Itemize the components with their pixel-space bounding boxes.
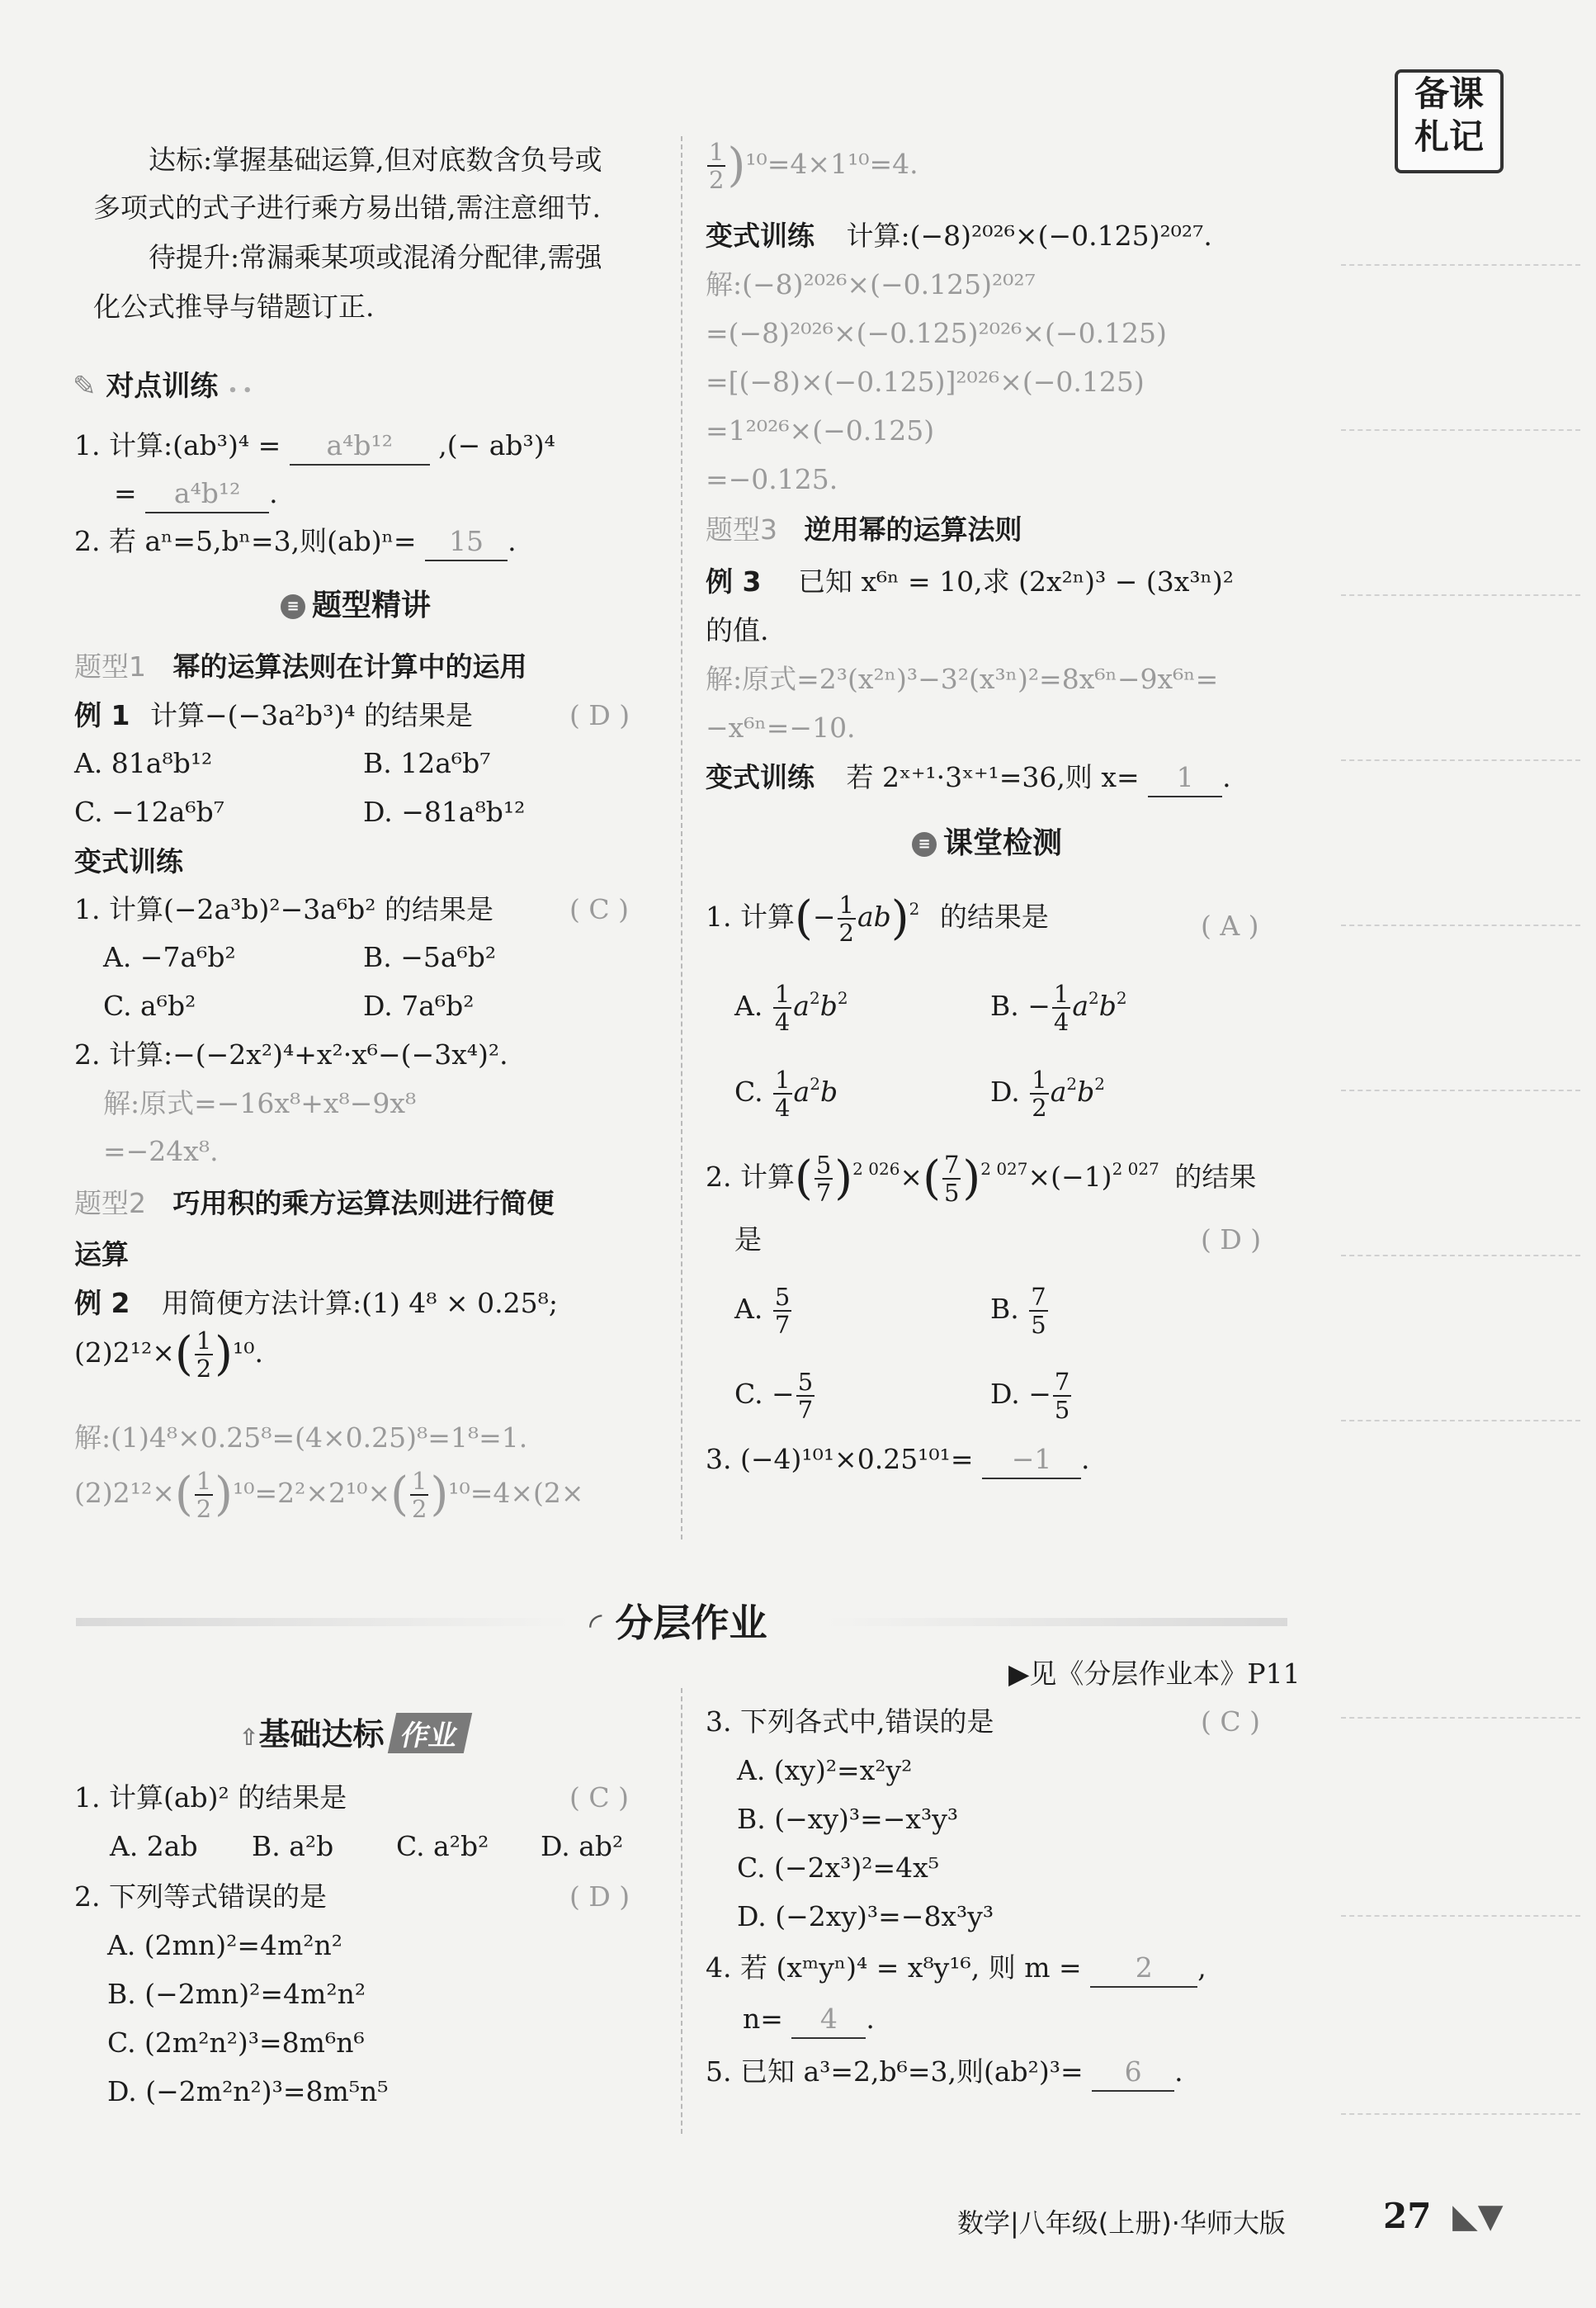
- section-badge-icon: ≡: [912, 832, 937, 857]
- notes-line: [1341, 264, 1580, 266]
- ex2-question1: [74, 1285, 558, 1322]
- jc-q4-text: 4. 若 (xᵐyⁿ)⁴ = x⁸y¹⁶, 则 m =: [706, 1951, 1082, 1984]
- kt-q1-pre: 1. 计算: [706, 901, 795, 933]
- denominator: 5: [943, 1179, 960, 1207]
- ex2-q2-post: ¹⁰.: [233, 1336, 263, 1369]
- ex1-option-a: A. 81a⁸b¹²: [74, 747, 213, 779]
- jc-q3-option-d: D. (−2xy)³=−8x³y³: [737, 1900, 994, 1932]
- notes-line: [1341, 594, 1580, 596]
- jj-title: 题型精讲: [312, 589, 432, 622]
- notes-line: [1341, 1255, 1580, 1256]
- numerator: 1: [196, 1327, 212, 1355]
- jc-q4-cont: n= 4 .: [743, 2001, 875, 2039]
- jc-q4-answer-m: 2: [1090, 1950, 1197, 1988]
- bs1-option-d: D. 7a⁶b²: [363, 990, 475, 1022]
- jc-q2-option-b: B. (−2mn)²=4m²n²: [107, 1978, 366, 2010]
- footer-book: 数学|八年级(上册)·华师大版: [957, 2207, 1286, 2239]
- dui-q2-answer: 15: [425, 523, 508, 561]
- sol2-post: ¹⁰=4×(2×: [448, 1477, 584, 1509]
- bs1-solution-1: 解:原式=−16x⁸+x⁸−9x⁸: [103, 1087, 417, 1119]
- intro-line1: 达标:掌握基础运算,但对底数含负号或: [149, 144, 602, 176]
- kt-q1-option-d: D. $\frac{1}{2}$ $a^2b^2$: [990, 1066, 1105, 1122]
- jc-q2: 2. 下列等式错误的是: [74, 1880, 327, 1913]
- bs1-q2: 2. 计算:−(−2x²)⁴+x²·x⁶−(−3x⁴)².: [74, 1038, 508, 1071]
- tx2-tag: 题型2: [74, 1187, 146, 1219]
- numerator: 7: [1031, 1283, 1046, 1311]
- denominator: 2: [709, 166, 725, 194]
- ex1-option-d: D. −81a⁸b¹²: [363, 796, 526, 828]
- jc-q3: 3. 下列各式中,错误的是: [706, 1705, 994, 1738]
- notes-line: [1341, 759, 1580, 761]
- bs1-title: 变式训练: [74, 845, 183, 877]
- bs2-title: 变式训练: [706, 220, 815, 252]
- numerator: 1: [1053, 980, 1070, 1008]
- kt-q2-line2: 是: [734, 1223, 762, 1256]
- fraction: [195, 1327, 213, 1382]
- notes-line: [1341, 1915, 1580, 1917]
- numerator: 1: [775, 1066, 791, 1094]
- denominator: 2: [196, 1495, 212, 1523]
- corner-arrow-icon: ◣▼: [1452, 2197, 1504, 2235]
- fraction: [796, 1369, 815, 1423]
- ex2-solution-1: 解:(1)4⁸×0.25⁸=(4×0.25)⁸=1⁸=1.: [74, 1421, 528, 1454]
- intro-line2: 多项式的式子进行乘方易出错,需注意细节.: [93, 192, 601, 224]
- bs3-text: 若 2ˣ⁺¹·3ˣ⁺¹=36,则 x=: [846, 761, 1140, 793]
- numerator: 5: [774, 1283, 791, 1311]
- numerator: 7: [1054, 1368, 1070, 1396]
- ex1-label: 例 1: [74, 699, 130, 731]
- dui-q1-text2: ,(− ab³)⁴: [438, 429, 555, 461]
- numerator: 1: [774, 980, 791, 1008]
- ex1-question: [74, 698, 473, 734]
- notes-line: [1341, 429, 1580, 431]
- ex3-question: [706, 564, 1234, 600]
- jc-q1-option-a: A. 2ab: [110, 1830, 198, 1862]
- denominator: 7: [815, 1179, 832, 1207]
- fc-title: 分层作业: [615, 1601, 767, 1645]
- ex3-text: 已知 x⁶ⁿ = 10,求 (2x²ⁿ)³ − (3x³ⁿ)²: [797, 565, 1234, 598]
- bs1-q1-answer: ( C ): [569, 893, 629, 925]
- kt-q2-option-a: A. $\frac{5}{7}$: [734, 1283, 791, 1339]
- bs2-solution-3: =[(−8)×(−0.125)]²⁰²⁶×(−0.125): [706, 366, 1145, 398]
- ex3-solution-2: −x⁶ⁿ=−10.: [706, 712, 856, 744]
- column-divider-bottom: [681, 1688, 682, 2134]
- swirl-icon: ◜: [589, 1606, 602, 1644]
- jc-q4: 4. 若 (xᵐyⁿ)⁴ = x⁸y¹⁶, 则 m = 2 ,: [706, 1950, 1206, 1988]
- kt-q3-text: 3. (−4)¹⁰¹×0.25¹⁰¹=: [706, 1443, 974, 1475]
- jc-q3-option-c: C. (−2x³)²=4x⁵: [737, 1852, 940, 1884]
- ex2-solution-3: $\frac{1}{2}$ )¹⁰=4×1¹⁰=4.: [709, 138, 918, 194]
- ex2-q2-pre: (2)2¹²×: [74, 1336, 175, 1369]
- jc-q3-answer: ( C ): [1201, 1705, 1260, 1738]
- fraction: [707, 139, 725, 193]
- bs1-option-a: A. −7a⁶b²: [103, 941, 236, 973]
- sol2-mid: ¹⁰=2²×2¹⁰×: [233, 1477, 391, 1509]
- dui-q1-cont: = a⁴b¹² .: [114, 475, 278, 513]
- fc-reference[interactable]: ▶见《分层作业本》P11: [1008, 1658, 1301, 1690]
- denominator: 4: [774, 1008, 791, 1036]
- kt-q2: 2. 计算( $\frac{5}{7}$ )$^{2 026}$×( $\frac{7}{5}$ )$^{2 027}\times(-1)^{2 027}$ 的结果: [706, 1151, 1257, 1207]
- numerator: 1: [838, 891, 854, 919]
- bs2-solution-2: =(−8)²⁰²⁶×(−0.125)²⁰²⁶×(−0.125): [706, 317, 1167, 349]
- jc-q3-option-b: B. (−xy)³=−x³y³: [737, 1803, 959, 1835]
- tx2-title: 巧用积的乘方运算法则进行简便: [172, 1187, 555, 1219]
- tx3-heading: [706, 512, 1022, 548]
- ex1-text: 计算−(−3a²b³)⁴ 的结果是: [149, 699, 473, 731]
- jc-q1-answer: ( C ): [569, 1781, 629, 1814]
- fraction: [1029, 1284, 1047, 1338]
- jc-q2-option-c: C. (2m²n²)³=8m⁶n⁶: [107, 2027, 365, 2059]
- fraction: [1053, 1369, 1071, 1423]
- tx1-tag: 题型1: [74, 650, 146, 683]
- dui-q2-text: 2. 若 aⁿ=5,bⁿ=3,则(ab)ⁿ=: [74, 525, 417, 557]
- kt-title: 课堂检测: [943, 826, 1063, 860]
- bs1-solution-2: =−24x⁸.: [103, 1135, 219, 1167]
- denominator: 4: [1053, 1008, 1070, 1036]
- kt-q1-option-c: C. $\frac{1}{4}$ $a^2b$: [734, 1066, 838, 1122]
- notes-line: [1341, 1420, 1580, 1421]
- up-arrow-icon: ⇧: [239, 1724, 259, 1751]
- kt-q1-option-b: B. − $\frac{1}{4}$ $a^2b^2$: [990, 980, 1127, 1036]
- tx3-title: 逆用幂的运算法则: [804, 513, 1022, 546]
- jc-q5-answer: 6: [1092, 2054, 1174, 2092]
- denominator: 2: [411, 1495, 427, 1523]
- jc-q4-n: n=: [743, 2003, 783, 2035]
- jc-q4-answer-n: 4: [791, 2001, 866, 2039]
- dui-q2: 2. 若 aⁿ=5,bⁿ=3,则(ab)ⁿ= 15 .: [74, 523, 517, 561]
- kt-q2-pre: 2. 计算: [706, 1161, 795, 1193]
- ex2-label: 例 2: [74, 1287, 130, 1319]
- bs3-answer: 1: [1148, 759, 1222, 797]
- jc-q1: 1. 计算(ab)² 的结果是: [74, 1781, 347, 1814]
- numerator: 1: [196, 1467, 212, 1495]
- banner-rule-left: [76, 1618, 571, 1626]
- bs1-q1: 1. 计算(−2a³b)²−3a⁶b² 的结果是: [74, 893, 494, 925]
- jj-heading: [281, 582, 431, 624]
- sol2-pre: (2)2¹²×: [74, 1477, 175, 1509]
- jc-q5-text: 5. 已知 a³=2,b⁶=3,则(ab²)³=: [706, 2055, 1084, 2088]
- bs2-solution-1: 解:(−8)²⁰²⁶×(−0.125)²⁰²⁷: [706, 268, 1036, 300]
- jc-q2-option-d: D. (−2m²n²)³=8m⁵n⁵: [107, 2075, 389, 2107]
- tx2-title2: 运算: [74, 1238, 129, 1270]
- denominator: 7: [797, 1396, 814, 1424]
- jc-q3-option-a: A. (xy)²=x²y²: [737, 1754, 913, 1786]
- bs3-title: 变式训练: [706, 761, 815, 793]
- jc-q2-option-a: A. (2mn)²=4m²n²: [107, 1929, 342, 1961]
- bs3-question: 变式训练 若 2ˣ⁺¹·3ˣ⁺¹=36,则 x= 1 .: [706, 759, 1231, 797]
- ex1-answer: ( D ): [569, 699, 630, 731]
- kt-q1-post: 的结果是: [939, 901, 1049, 933]
- dui-q1: [74, 428, 555, 466]
- denominator: 2: [196, 1355, 212, 1383]
- intro-line4: 化公式推导与错题订正.: [93, 291, 375, 323]
- numerator: 7: [943, 1151, 960, 1179]
- dots-icon: • •: [228, 382, 253, 400]
- notes-line: [1341, 1717, 1580, 1719]
- jc-q1-option-d: D. ab²: [541, 1830, 624, 1862]
- kt-q1-option-a: A. $\frac{1}{4}$ $a^2b^2$: [734, 980, 848, 1036]
- jc-tag: 作业: [388, 1713, 472, 1753]
- notes-line: [1341, 2113, 1580, 2115]
- ex3-solution-1: 解:原式=2³(x²ⁿ)³−3²(x³ⁿ)²=8x⁶ⁿ−9x⁶ⁿ=: [706, 663, 1219, 695]
- numerator: 1: [411, 1467, 427, 1495]
- denominator: 5: [1054, 1396, 1070, 1424]
- pencil-icon: ✎: [73, 370, 97, 403]
- sol3-post: ¹⁰=4×1¹⁰=4.: [745, 148, 918, 180]
- kt-q1: 1. 计算(− $\frac{1}{2}$ ab)$^2$ 的结果是: [706, 891, 1049, 947]
- fraction: [815, 1152, 833, 1206]
- dui-q1-text: 1. 计算:(ab³)⁴ =: [74, 429, 281, 461]
- fraction: [195, 1468, 213, 1522]
- tx3-tag: 题型3: [706, 513, 777, 546]
- denominator: 5: [1031, 1311, 1046, 1339]
- kt-q2-option-d: D. − $\frac{7}{5}$: [990, 1368, 1070, 1424]
- denominator: 2: [1032, 1094, 1047, 1122]
- jc-q2-answer: ( D ): [569, 1880, 630, 1913]
- fraction: [773, 1067, 791, 1121]
- denominator: 7: [774, 1311, 791, 1339]
- bs2-solution-4: =1²⁰²⁶×(−0.125): [706, 414, 935, 447]
- denominator: 4: [775, 1094, 791, 1122]
- kt-heading: [912, 820, 1062, 862]
- ex3-label: 例 3: [706, 565, 762, 598]
- banner-rule-right: [825, 1618, 1287, 1626]
- tx1-heading: [74, 649, 527, 685]
- tx2-heading: [74, 1185, 555, 1222]
- footer-page-number: 27: [1383, 2196, 1432, 2236]
- kt-q2-option-c: C. − $\frac{5}{7}$: [734, 1368, 814, 1424]
- numerator: 1: [1032, 1066, 1047, 1094]
- dui-q1-eq: =: [114, 477, 137, 509]
- fraction: [1030, 1067, 1048, 1121]
- stamp-line2: 札记: [1414, 116, 1484, 157]
- kt-q3: 3. (−4)¹⁰¹×0.25¹⁰¹= −1 .: [706, 1441, 1090, 1479]
- column-divider: [681, 136, 682, 1539]
- dui-q1-answer: a⁴b¹²: [290, 428, 430, 466]
- kt-q3-answer: −1: [982, 1441, 1081, 1479]
- kt-q2-answer: ( D ): [1201, 1223, 1262, 1256]
- jc-q5: 5. 已知 a³=2,b⁶=3,则(ab²)³= 6 .: [706, 2054, 1183, 2092]
- denominator: 2: [838, 919, 854, 947]
- kt-q2-option-b: B. $\frac{7}{5}$: [990, 1283, 1046, 1339]
- jc-q1-option-c: C. a²b²: [396, 1830, 489, 1862]
- ex2-text1: 用简便方法计算:(1) 4⁸ × 0.25⁸;: [161, 1287, 558, 1319]
- kt-q1-answer: ( A ): [1201, 910, 1259, 942]
- dui-title: 对点训练: [106, 370, 219, 403]
- numerator: 5: [815, 1151, 832, 1179]
- ex2-solution-2: (2)2¹²×( $\frac{1}{2}$ )¹⁰=2²×2¹⁰×( $\frac{1}{2}$ )¹⁰=4×(2×: [74, 1467, 584, 1523]
- notes-line: [1341, 925, 1580, 926]
- ex3-question2: 的值.: [706, 614, 769, 646]
- dui-heading: [73, 363, 252, 404]
- notes-stamp: [1395, 69, 1504, 173]
- kt-q2-tail: 的结果: [1174, 1161, 1257, 1193]
- ex1-option-b: B. 12a⁶b⁷: [363, 747, 491, 779]
- ex2-question2: (2)2¹²×( $\frac{1}{2}$ )¹⁰.: [74, 1327, 263, 1383]
- fraction: [1052, 981, 1070, 1035]
- fraction: [942, 1152, 961, 1206]
- jc-heading: [239, 1709, 468, 1754]
- ex1-option-c: C. −12a⁶b⁷: [74, 796, 224, 828]
- fraction: [410, 1468, 428, 1522]
- bs1-option-b: B. −5a⁶b²: [363, 941, 497, 973]
- jc-q1-option-b: B. a²b: [252, 1830, 334, 1862]
- numerator: 1: [709, 138, 725, 166]
- fraction: [773, 981, 791, 1035]
- numerator: 5: [797, 1368, 814, 1396]
- stamp-line1: 备课: [1414, 73, 1484, 114]
- section-badge-icon: ≡: [281, 594, 305, 619]
- jc-title: 基础达标: [258, 1716, 385, 1752]
- bs1-option-c: C. a⁶b²: [103, 990, 196, 1022]
- fc-heading: [578, 1593, 779, 1648]
- bs2-solution-5: =−0.125.: [706, 463, 838, 495]
- bs2-text: 计算:(−8)²⁰²⁶×(−0.125)²⁰²⁷.: [846, 220, 1212, 252]
- fraction: [773, 1284, 791, 1338]
- fraction: [838, 892, 856, 946]
- notes-line: [1341, 1090, 1580, 1091]
- bs2-question: [706, 218, 1212, 254]
- tx1-title: 幂的运算法则在计算中的运用: [172, 650, 527, 683]
- intro-line3: 待提升:常漏乘某项或混淆分配律,需强: [149, 241, 602, 273]
- dui-q1-answer2: a⁴b¹²: [145, 475, 269, 513]
